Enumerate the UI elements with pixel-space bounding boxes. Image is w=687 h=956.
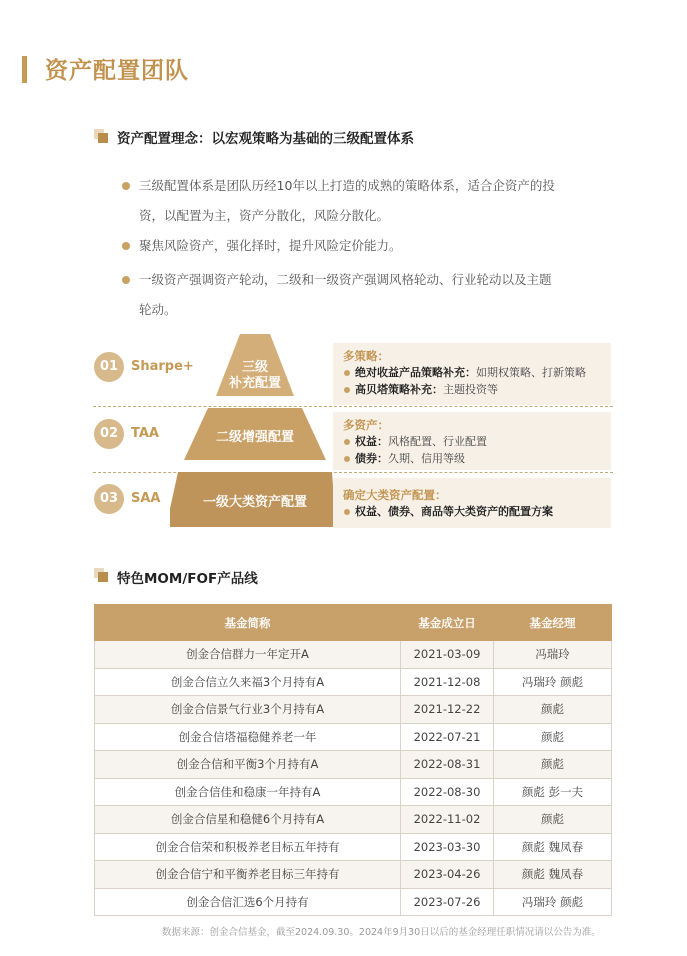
bullet-text-3: 一级资产强调资产轮动，二级和一级资产强调风格轮动、行业轮动以及主题 轮动。 [139,272,552,317]
table-cell: 2021-12-08 [401,668,494,696]
table-cell: 创金合信星和稳健6个月持有A [95,806,401,834]
table-cell: 颜彪 魏凤春 [494,861,612,889]
level-number-badge: 01 [94,352,124,382]
table-cell: 创金合信和平衡3个月持有A [95,751,401,779]
table-cell: 2021-03-09 [401,641,494,669]
page-title: 资产配置团队 [45,58,189,84]
info-box-assets: 多资产： 权益：风格配置、行业配置 债券：久期、信用等级 [333,412,611,470]
title-accent-bar [22,56,27,83]
table-row [95,751,612,779]
table-cell: 冯瑞玲 颜彪 [494,888,612,916]
pyramid-label-level3: 三级 补充配置 [228,360,281,391]
section-heading-philosophy: 资产配置理念：以宏观策略为基础的三级配置体系 [117,131,414,147]
info-box-strategies: 多策略： 绝对收益产品策略补充：如期权策略、打新策略 高贝塔策略补充：主题投资等 [333,343,611,405]
pyramid-label-level1: 一级大类资产配置 [202,495,307,510]
bullet-dot-icon [122,182,130,190]
table-cell: 创金合信塔福稳健养老一年 [95,723,401,751]
table-cell: 创金合信宁和平衡养老目标三年持有 [95,861,401,889]
table-row [95,723,612,751]
level-name: SAA [131,491,161,506]
table-cell: 颜彪 [494,723,612,751]
pyramid-label-level2: 二级增强配置 [215,430,294,445]
info-item: 绝对收益产品策略补充：如期权策略、打新策略 [343,364,601,381]
column-header: 基金简称 [95,605,401,641]
table-row [95,861,612,889]
column-header: 基金成立日 [401,605,494,641]
table-cell: 2022-07-21 [401,723,494,751]
table-cell: 创金合信景气行业3个月持有A [95,696,401,724]
table-cell: 创金合信群力一年定开A [95,641,401,669]
table-row [95,833,612,861]
table-cell: 2023-04-26 [401,861,494,889]
table-cell: 2022-08-31 [401,751,494,779]
table-header-row [95,605,612,641]
bullet-dot-icon [122,242,130,250]
column-header: 基金经理 [494,605,612,641]
table-cell: 2022-11-02 [401,806,494,834]
table-cell: 创金合信佳和稳康一年持有A [95,778,401,806]
level-number-badge: 02 [94,419,124,449]
table-cell: 颜彪 [494,806,612,834]
section-heading-products: 特色MOM/FOF产品线 [117,571,258,587]
bullet-text-2: 聚焦风险资产，强化择时，提升风险定价能力。 [139,238,402,253]
table-cell: 冯瑞玲 颜彪 [494,668,612,696]
table-cell: 2022-08-30 [401,778,494,806]
section-marker-icon [94,129,108,143]
table-cell: 颜彪 [494,751,612,779]
table-cell: 创金合信汇选6个月持有 [95,888,401,916]
info-item: 权益、债券、商品等大类资产的配置方案 [343,503,601,520]
table-row [95,696,612,724]
level-number-badge: 03 [94,484,124,514]
section-marker-icon [94,568,108,582]
bullet-text-1: 三级配置体系是团队历经10年以上打造的成熟的策略体系，适合企资产的投 资，以配置为主，资产分散化，风险分散化。 [139,178,555,223]
table-cell: 冯瑞玲 [494,641,612,669]
table-cell: 颜彪 彭一夫 [494,778,612,806]
level-name: TAA [131,426,159,441]
table-cell: 创金合信荣和积极养老目标五年持有 [95,833,401,861]
info-item: 债券：久期、信用等级 [343,450,601,467]
table-cell: 颜彪 [494,696,612,724]
table-cell: 2023-03-30 [401,833,494,861]
table-row [95,806,612,834]
fund-table [94,604,612,916]
level-name: Sharpe+ [131,359,194,374]
table-cell: 2023-07-26 [401,888,494,916]
table-row [95,668,612,696]
info-box-allocation: 确定大类资产配置： 权益、债券、商品等大类资产的配置方案 [333,478,611,528]
table-cell: 颜彪 魏凤春 [494,833,612,861]
info-item: 高贝塔策略补充：主题投资等 [343,381,601,398]
bullet-dot-icon [122,276,130,284]
table-row [95,888,612,916]
info-item: 权益：风格配置、行业配置 [343,433,601,450]
footnote: 数据来源：创金合信基金，截至2024.09.30。2024年9月30日以后的基金经理任职情况请以公告为准。 [162,927,601,938]
table-cell: 创金合信立久来福3个月持有A [95,668,401,696]
table-row [95,778,612,806]
table-row [95,641,612,669]
table-cell: 2021-12-22 [401,696,494,724]
